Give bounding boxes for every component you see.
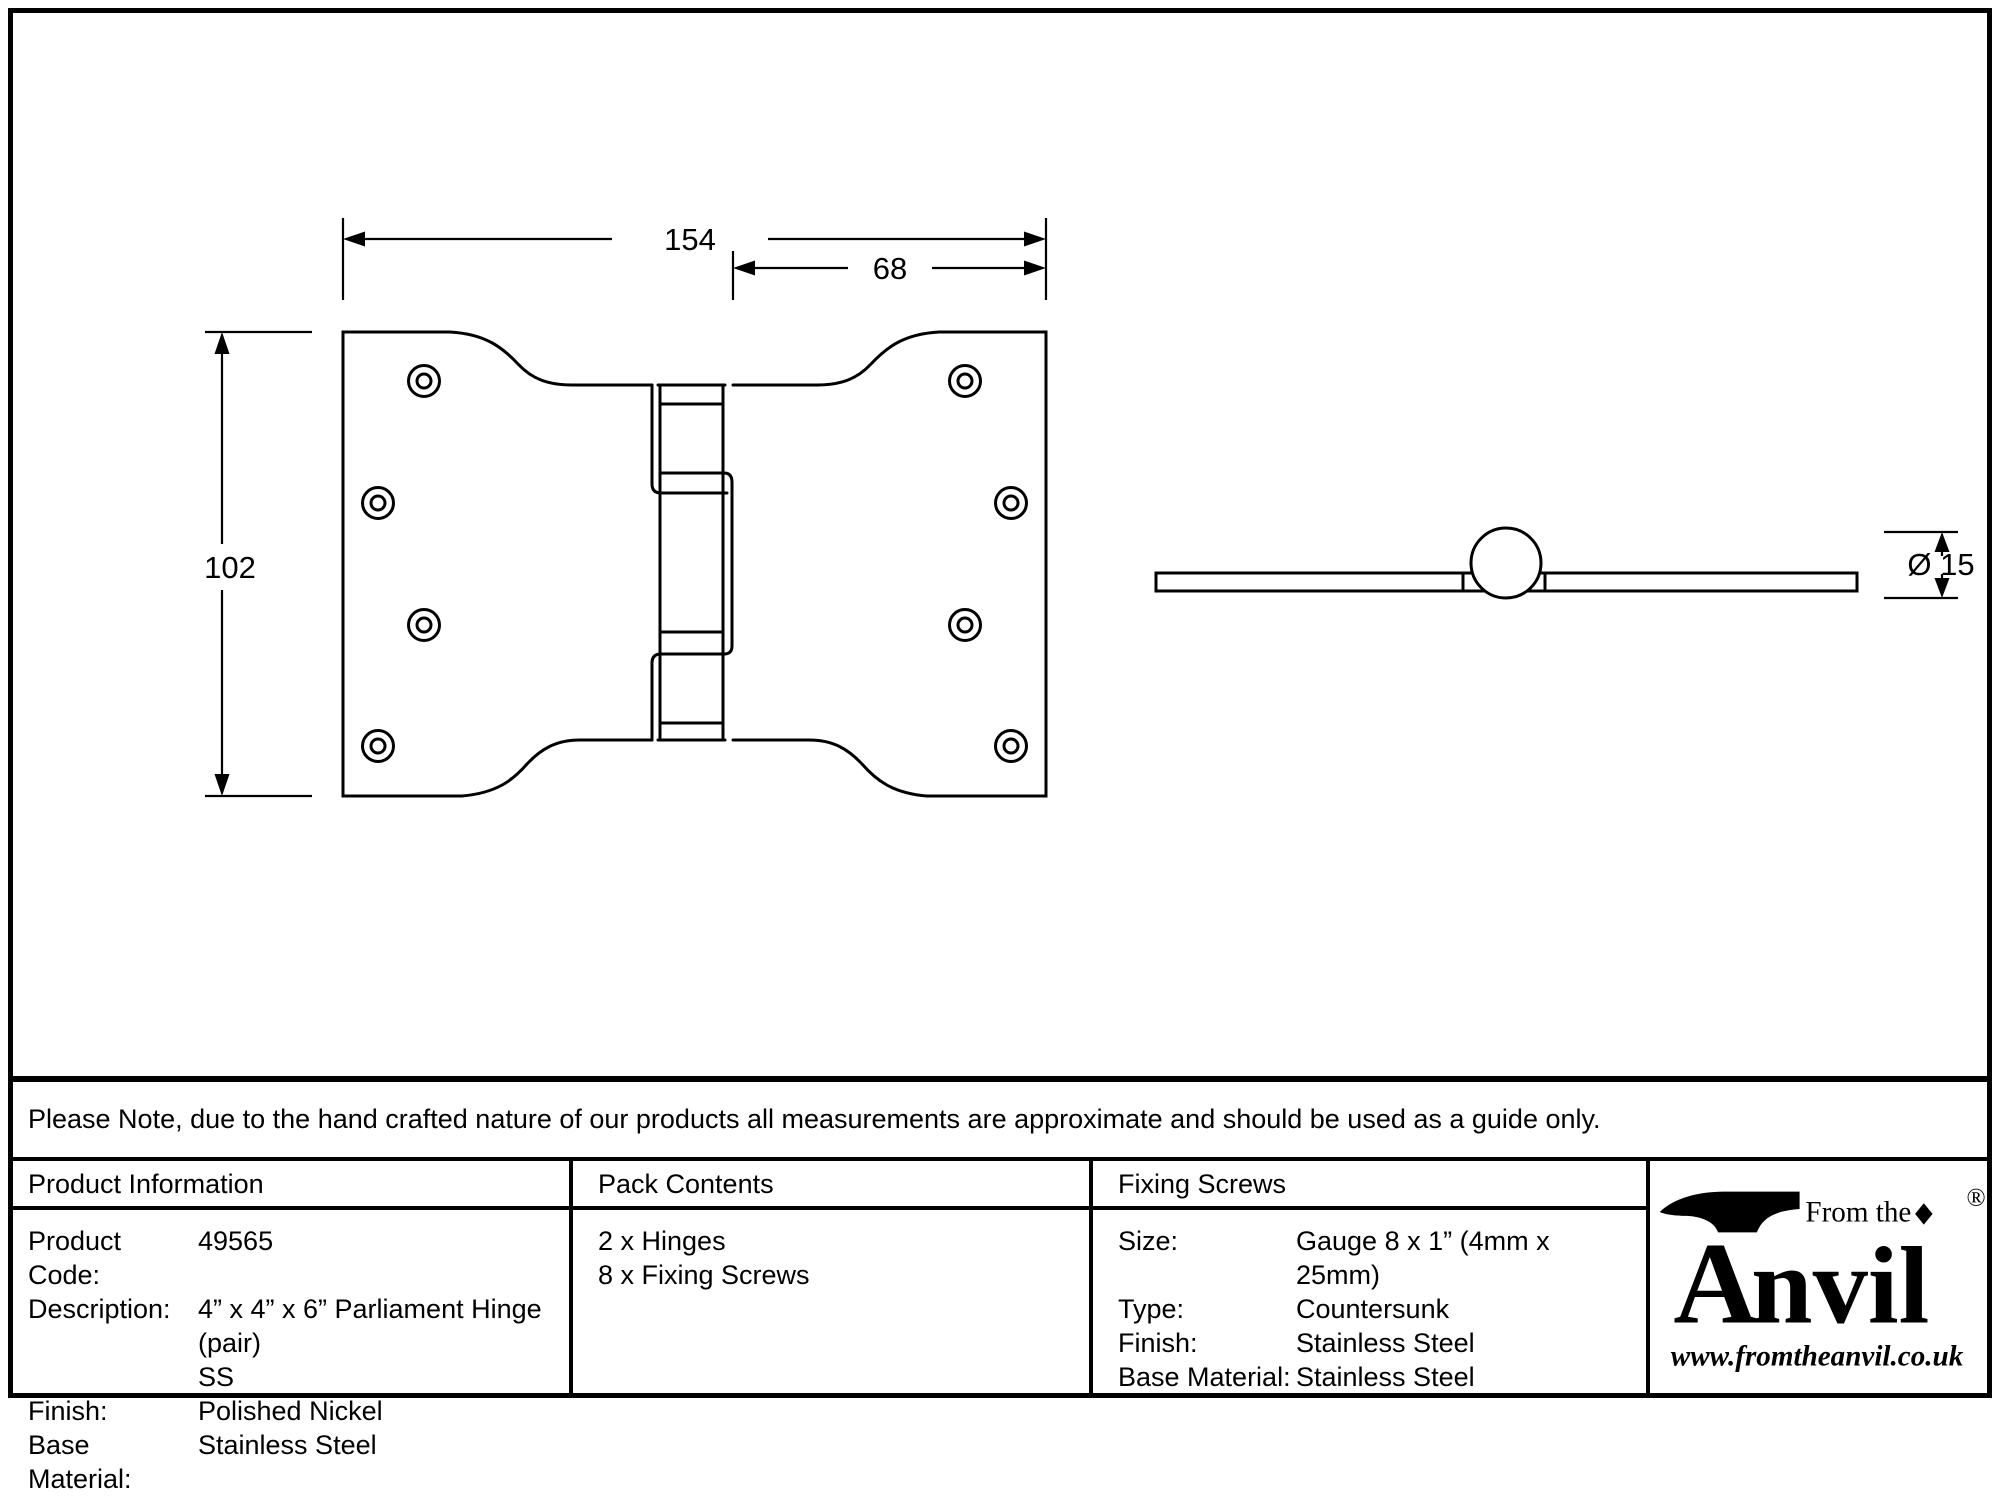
table-row xyxy=(1118,1326,1636,1360)
side-view-pin-barrel xyxy=(1471,528,1541,598)
row-value: Stainless Steel xyxy=(198,1430,377,1460)
screw-hole xyxy=(363,731,394,762)
screw-hole xyxy=(950,610,981,641)
row-value: 49565 xyxy=(198,1226,274,1256)
table-row xyxy=(28,1360,559,1394)
right-leaf-outline xyxy=(733,332,1046,796)
dimension-labels xyxy=(204,222,1974,585)
table-row xyxy=(28,1224,559,1292)
row-value: Countersunk xyxy=(1296,1294,1450,1324)
table-row xyxy=(1118,1360,1636,1394)
screw-hole xyxy=(409,366,440,397)
table-row xyxy=(28,1394,559,1428)
hinge-front-view xyxy=(343,332,1046,796)
from-the-anvil-logo xyxy=(1654,1177,1984,1377)
brand-website: www.fromtheanvil.co.uk xyxy=(1670,1340,1963,1373)
product-information-body xyxy=(13,1210,569,1496)
dimension-lines xyxy=(205,218,1958,796)
dimension-arrowheads xyxy=(215,232,1950,797)
row-value: Polished Nickel xyxy=(198,1396,383,1426)
table-row xyxy=(28,1292,559,1360)
spec-table xyxy=(13,1161,1987,1494)
fixing-screws-column xyxy=(1093,1161,1650,1393)
screw-hole xyxy=(409,610,440,641)
fixing-screws-body xyxy=(1093,1210,1646,1394)
pack-contents-column xyxy=(573,1161,1093,1393)
brand-initial: A xyxy=(1672,1219,1758,1349)
table-row xyxy=(1118,1292,1636,1326)
dim-inner-width-label: 68 xyxy=(872,251,908,286)
table-row xyxy=(28,1428,559,1496)
brand-prefix: From the xyxy=(1804,1196,1911,1229)
brand-rest: nvil xyxy=(1750,1223,1929,1347)
diamond-icon xyxy=(1915,1203,1932,1224)
screw-hole xyxy=(996,731,1027,762)
measurement-note xyxy=(13,1082,1987,1161)
row-label: Size: xyxy=(1118,1226,1179,1256)
row-value: 4” x 4” x 6” Parliament Hinge (pair) xyxy=(198,1294,542,1358)
screw-hole xyxy=(996,488,1027,519)
product-information-header: Product Information xyxy=(13,1161,569,1210)
row-value: Gauge 8 x 1” (4mm x 25mm) xyxy=(1296,1226,1550,1290)
row-label: Base Material: xyxy=(1118,1362,1291,1392)
dim-diameter-label: Ø 15 xyxy=(1907,547,1975,582)
row-label xyxy=(28,1360,198,1394)
knuckle-outline xyxy=(652,385,732,740)
row-value: SS xyxy=(198,1362,235,1392)
registered-mark: ® xyxy=(1966,1185,1986,1213)
left-leaf-outline xyxy=(343,332,652,796)
measurement-note-text: Please Note, due to the hand crafted nature of our products all measurements are approximate and should be used as a guide only. xyxy=(28,1104,1601,1134)
hinge-side-view xyxy=(1156,528,1857,598)
row-label: Description: xyxy=(28,1294,171,1324)
dim-height-label: 102 xyxy=(204,550,256,585)
row-label: Type: xyxy=(1118,1294,1185,1324)
pack-contents-header: Pack Contents xyxy=(573,1161,1089,1210)
spec-section xyxy=(13,1076,1987,1494)
row-label: Base Material: xyxy=(28,1430,132,1494)
fixing-screws-header: Fixing Screws xyxy=(1093,1161,1646,1210)
brand-logo-cell xyxy=(1650,1161,1987,1393)
list-item: 8 x Fixing Screws xyxy=(598,1260,810,1290)
row-label: Finish: xyxy=(28,1396,108,1426)
row-label: Finish: xyxy=(1118,1328,1198,1358)
pack-contents-body xyxy=(573,1210,1089,1292)
list-item: 2 x Hinges xyxy=(598,1226,726,1256)
row-value: Stainless Steel xyxy=(1296,1362,1475,1392)
product-information-column xyxy=(13,1161,573,1494)
row-value: Stainless Steel xyxy=(1296,1328,1475,1358)
table-row xyxy=(1118,1224,1636,1292)
screw-hole xyxy=(363,488,394,519)
dim-width-label: 154 xyxy=(664,222,716,257)
row-label: Product Code: xyxy=(28,1226,122,1290)
screw-hole xyxy=(950,366,981,397)
